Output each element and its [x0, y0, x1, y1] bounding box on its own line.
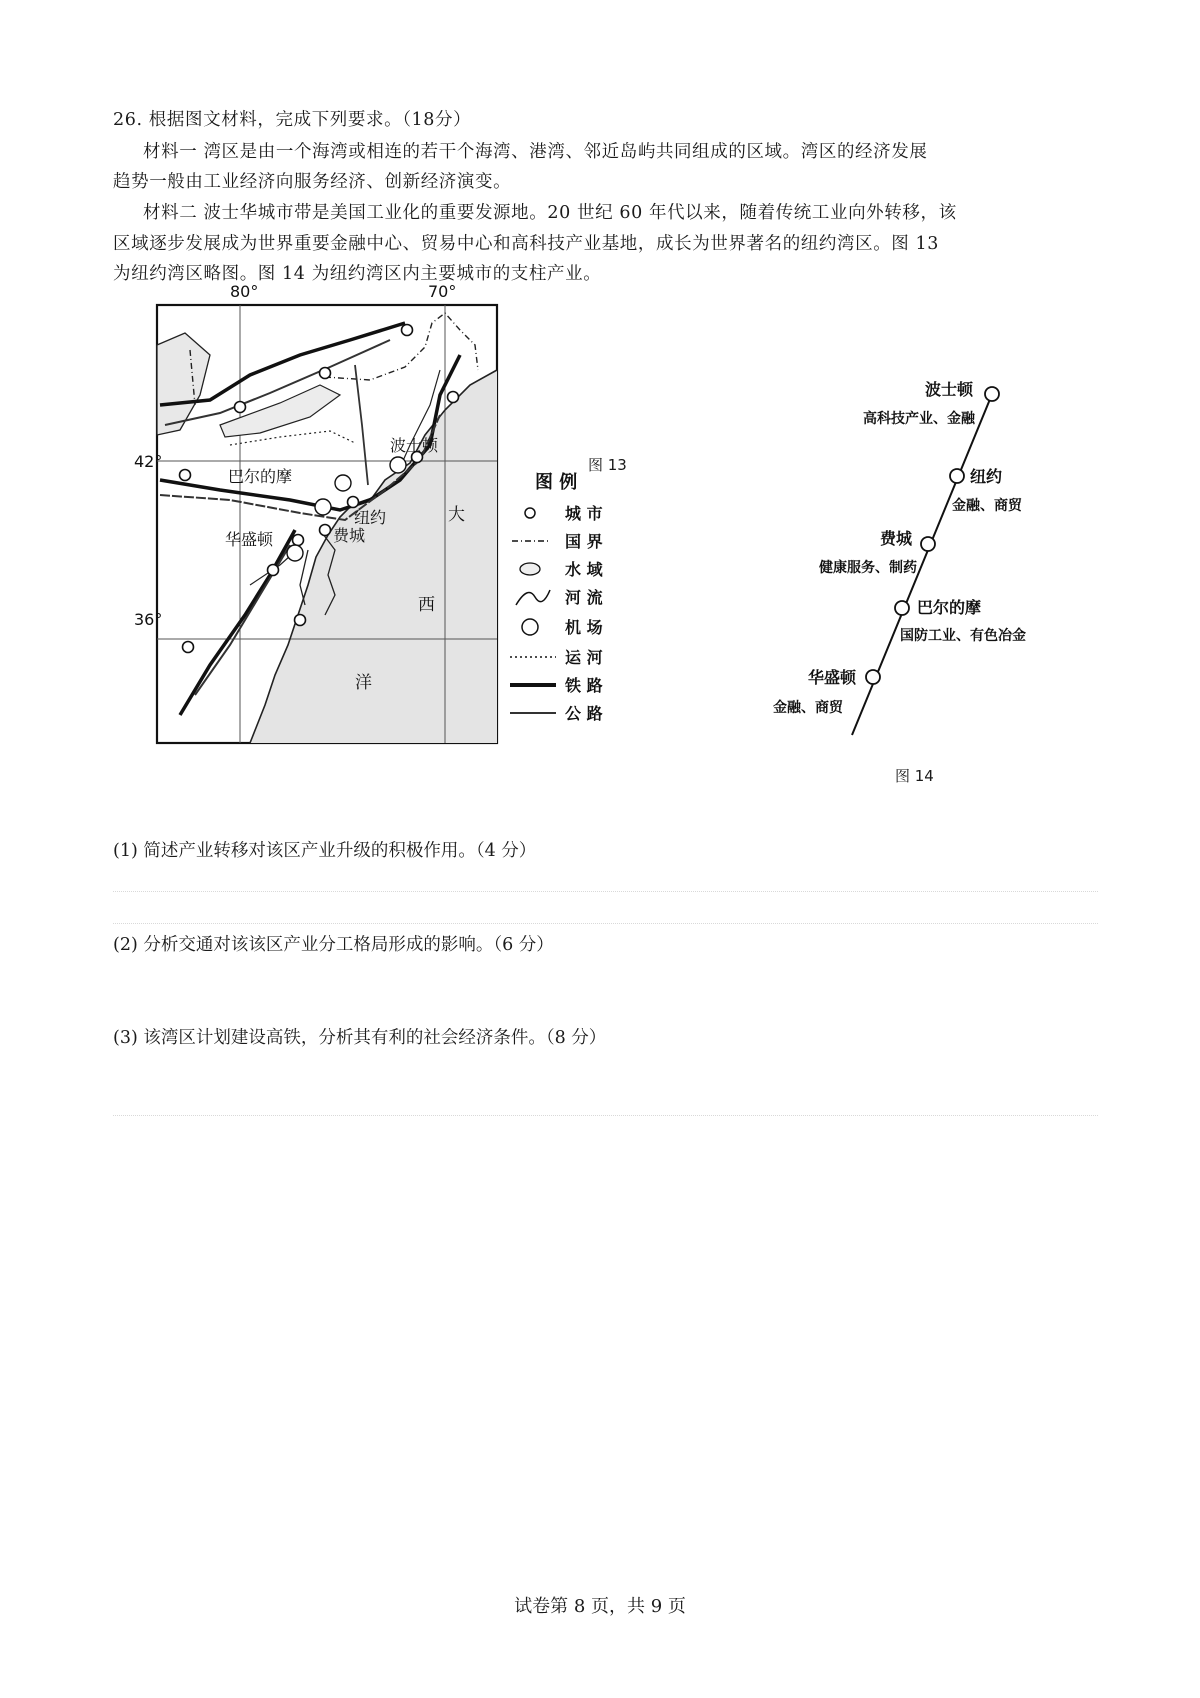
fig14-node-boston [985, 387, 999, 401]
legend-highway: 公 路 [565, 704, 603, 723]
lat-label-42: 42° [134, 452, 163, 471]
fig14-city-washington: 华盛顿 [807, 668, 856, 687]
legend-water: 水 域 [565, 560, 603, 579]
fig14-city-baltimore: 巴尔的摩 [917, 598, 982, 617]
material2-line-3: 为纽约湾区略图。图 14 为纽约湾区内主要城市的支柱产业。 [113, 264, 602, 284]
figure-13-caption: 图 13 [588, 456, 627, 474]
city-label-baltimore: 巴尔的摩 [228, 467, 293, 486]
fig14-node-new-york [950, 469, 964, 483]
ocean-label-3: 洋 [355, 673, 372, 693]
lat-label-36: 36° [134, 610, 163, 629]
lon-label-70: 70° [428, 282, 457, 301]
legend-river: 河 流 [565, 588, 603, 607]
subquestion-1: (1) 简述产业转移对该区产业升级的积极作用。（4 分） [113, 841, 537, 861]
legend-river-icon [516, 590, 550, 605]
fig14-node-washington [866, 670, 880, 684]
legend-airport: 机 场 [565, 618, 603, 637]
fig14-industry-boston: 高科技产业、金融 [863, 411, 975, 427]
ocean-label-1: 大 [448, 505, 465, 525]
fig14-industry-washington: 金融、商贸 [773, 700, 843, 716]
material1-line-2: 趋势一般由工业经济向服务经济、创新经济演变。 [113, 172, 512, 192]
answer-line-1 [113, 891, 1098, 892]
subquestion-3: (3) 该湾区计划建设高铁，分析其有利的社会经济条件。（8 分） [113, 1028, 607, 1048]
question-title: 26. 根据图文材料，完成下列要求。（18分） [113, 110, 472, 130]
city-label-new-york: 纽约 [354, 508, 387, 527]
fig14-industry-baltimore: 国防工业、有色冶金 [900, 628, 1026, 644]
fig14-city-new-york: 纽约 [970, 467, 1003, 486]
material1-line-1: 材料一 湾区是由一个海湾或相连的若干个海湾、港湾、邻近岛屿共同组成的区域。湾区的经济发展 [143, 142, 928, 162]
fig14-node-baltimore [895, 601, 909, 615]
fig14-node-philadelphia [921, 537, 935, 551]
map-figure-13 [134, 282, 680, 795]
figure-14-caption: 图 14 [895, 767, 934, 785]
city-label-philadelphia: 费城 [333, 526, 366, 545]
ocean-label-2: 西 [418, 595, 435, 615]
answer-line-3 [113, 1115, 1098, 1116]
lon-label-80: 80° [230, 282, 259, 301]
fig14-city-philadelphia: 费城 [879, 529, 912, 548]
legend-canal: 运 河 [565, 648, 603, 667]
city-label-boston: 波士顿 [390, 436, 439, 455]
material2-line-1: 材料二 波士华城市带是美国工业化的重要发源地。20 世纪 60 年代以来，随着传统工业向外转移，该 [143, 203, 957, 223]
fig14-city-boston: 波士顿 [924, 380, 973, 399]
subquestion-2: (2) 分析交通对该该区产业分工格局形成的影响。（6 分） [113, 935, 554, 955]
legend-city: 城 市 [565, 504, 603, 523]
city-label-washington: 华盛顿 [225, 530, 274, 549]
legend-water-icon [520, 563, 540, 575]
legend-railway: 铁 路 [565, 676, 603, 695]
legend-title: 图 例 [535, 472, 578, 493]
fig14-industry-philadelphia: 健康服务、制药 [819, 560, 917, 576]
fig14-industry-new-york: 金融、商贸 [952, 498, 1022, 514]
legend-border: 国 界 [565, 532, 603, 551]
figure-14-diagram [730, 365, 1060, 745]
material2-line-2: 区域逐步发展成为世界重要金融中心、贸易中心和高科技产业基地，成长为世界著名的纽约湾区。图 13 [113, 234, 940, 254]
legend-city-icon [525, 508, 535, 518]
legend-airport-icon [522, 619, 538, 635]
answer-line-2 [113, 923, 1098, 924]
page-footer: 试卷第 8 页，共 9 页 [514, 1596, 686, 1617]
